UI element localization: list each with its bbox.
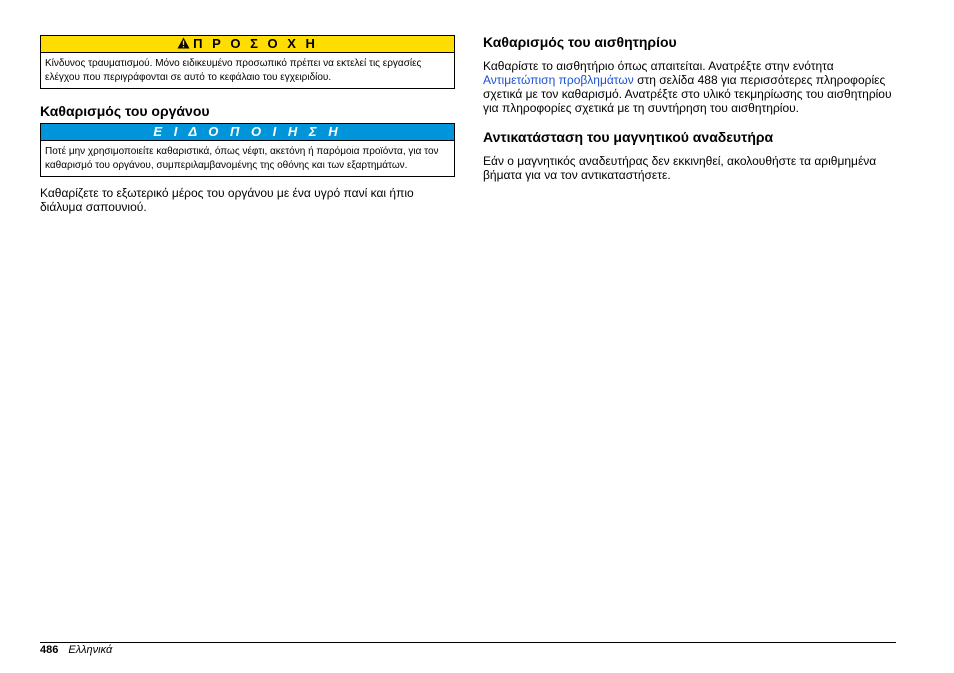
warning-title: Π Ρ Ο Σ Ο Χ Η	[193, 36, 318, 51]
warning-text: Κίνδυνος τραυματισμού. Μόνο ειδικευμένο προσωπικό πρέπει να εκτελεί τις εργασίες ελέγχου που περιγράφονται σε αυτό το κεφάλαιο του εγχειριδίου.	[45, 58, 422, 83]
footer-language: Ελληνικά	[68, 644, 113, 656]
troubleshooting-link[interactable]: Αντιμετώπιση προβλημάτων	[483, 73, 634, 87]
notice-header: Ε Ι Δ Ο Π Ο Ι Η Σ Η	[41, 124, 454, 141]
replace-stirrer-body: Εάν ο μαγνητικός αναδευτήρας δεν εκκινηθεί, ακολουθήστε τα αριθμημένα βήματα για να τον αντικαταστήσετε.	[483, 154, 877, 182]
warning-triangle-icon	[177, 37, 190, 49]
page-number: 486	[40, 644, 59, 656]
cleaning-sensor-text-before: Καθαρίστε το αισθητήριο όπως απαιτείται. Ανατρέξτε στην ενότητα	[483, 59, 834, 73]
left-column	[40, 35, 455, 214]
notice-text: Ποτέ μην χρησιμοποιείτε καθαριστικά, όπως νέφτι, ακετόνη ή παρόμοια προϊόντα, για τον καθαρισμό του οργάνου, συμπεριλαμβανομένης της οθόνης και των εξαρτημάτων.	[45, 146, 439, 171]
section-heading-replace-stirrer: Αντικατάσταση του μαγνητικού αναδευτήρα	[483, 129, 774, 145]
page-footer	[40, 643, 112, 657]
warning-box	[40, 35, 455, 89]
footer-rule	[40, 642, 896, 643]
right-column	[483, 33, 897, 182]
section-heading-cleaning-instrument: Καθαρισμός του οργάνου	[40, 103, 210, 119]
warning-header	[41, 36, 454, 53]
cleaning-instrument-body: Καθαρίζετε το εξωτερικό μέρος του οργάνου με ένα υγρό πανί και ήπιο διάλυμα σαπουνιού.	[40, 186, 414, 214]
section-heading-cleaning-sensor: Καθαρισμός του αισθητηρίου	[483, 34, 677, 50]
cleaning-sensor-text-after: στη σελίδα 488 για περισσότερες πληροφορίες σχετικά με τον καθαρισμό. Ανατρέξτε στο υλικό τεκμηρίωσης του αισθητηρίου για πληροφορίες σχετικά με τη συντήρηση του αισθητηρίου.	[483, 73, 892, 115]
notice-box	[40, 123, 455, 177]
cleaning-sensor-body	[483, 59, 897, 115]
